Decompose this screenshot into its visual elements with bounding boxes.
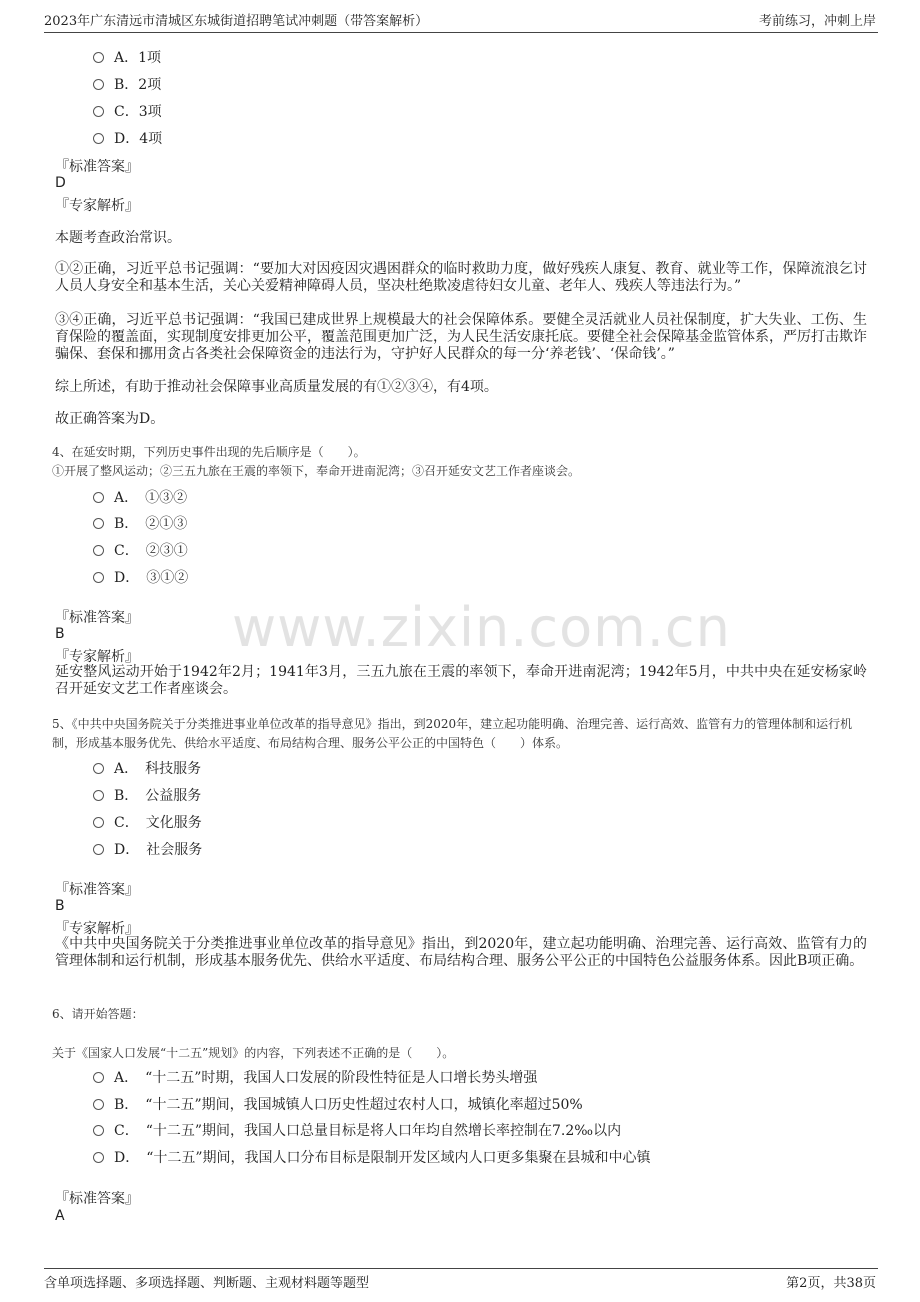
radio-icon[interactable] <box>93 844 104 855</box>
q3-answer-label: 『标准答案』 <box>55 159 139 175</box>
q4-option-d[interactable]: D． ③①② <box>93 567 188 587</box>
q3-analysis-label: 『专家解析』 <box>55 198 139 214</box>
q3-option-c[interactable]: C．3项 <box>93 101 162 121</box>
q6-answer: A <box>55 1208 65 1224</box>
radio-icon[interactable] <box>93 1152 104 1163</box>
radio-icon[interactable] <box>93 1125 104 1136</box>
q5-option-c[interactable]: C． 文化服务 <box>93 812 202 832</box>
q5-answer: B <box>55 898 65 914</box>
q5-analysis: 《中共中央国务院关于分类推进事业单位改革的指导意见》指出，到2020年，建立起功能明确、治理完善、运行高效、监管有力的管理体制和运行机制，形成基本服务优先、供给水平适度、布局结构合理、服务公平公正的中国特色公益服务体系。因此B项正确。 <box>55 936 867 969</box>
radio-icon[interactable] <box>93 1099 104 1110</box>
q6-question: 关于《国家人口发展“十二五”规划》的内容，下列表述不正确的是（ ）。 <box>52 1046 455 1060</box>
q6-prompt: 6、请开始答题： <box>52 1007 144 1021</box>
header-rule <box>44 32 878 33</box>
header-title: 2023年广东清远市清城区东城街道招聘笔试冲刺题（带答案解析） <box>44 14 429 29</box>
q5-analysis-label: 『专家解析』 <box>55 921 139 937</box>
q5-option-d[interactable]: D． 社会服务 <box>93 839 202 859</box>
q3-option-d[interactable]: D．4项 <box>93 128 162 148</box>
q6-option-a[interactable]: A． “十二五”时期，我国人口发展的阶段性特征是人口增长势头增强 <box>93 1067 537 1087</box>
header-slogan: 考前练习，冲刺上岸 <box>758 14 876 29</box>
radio-icon[interactable] <box>93 572 104 583</box>
q4-analysis: 延安整风运动开始于1942年2月；1941年3月，三五九旅在王震的率领下，奉命开进南泥湾；1942年5月，中共中央在延安杨家岭召开延安文艺工作者座谈会。 <box>55 664 867 697</box>
q3-analysis-p2: ①②正确，习近平总书记强调：“要加大对因疫因灾遇困群众的临时救助力度，做好残疾人康复、教育、就业等工作，保障流浪乞讨人员人身安全和基本生活，关心关爱精神障碍人员，坚决杜绝欺凌虐待妇女儿童、老年人、残疾人等违法行为。” <box>55 261 867 294</box>
q4-option-a[interactable]: A． ①③② <box>93 487 187 507</box>
page-number: 第2页，共38页 <box>786 1276 876 1291</box>
q3-option-b[interactable]: B．2项 <box>93 74 161 94</box>
q5-option-b[interactable]: B． 公益服务 <box>93 785 201 805</box>
radio-icon[interactable] <box>93 133 104 144</box>
radio-icon[interactable] <box>93 492 104 503</box>
q4-analysis-label: 『专家解析』 <box>55 649 139 665</box>
radio-icon[interactable] <box>93 52 104 63</box>
q4-question: 4、在延安时期，下列历史事件出现的先后顺序是（ ）。 <box>52 445 366 459</box>
radio-icon[interactable] <box>93 518 104 529</box>
q6-option-c[interactable]: C． “十二五”期间，我国人口总量目标是将人口年均自然增长率控制在7.2‰以内 <box>93 1120 621 1140</box>
q5-answer-label: 『标准答案』 <box>55 882 139 898</box>
q3-analysis-p5: 故正确答案为D。 <box>55 411 165 427</box>
q4-option-b[interactable]: B． ②①③ <box>93 513 187 533</box>
q3-analysis-p1: 本题考查政治常识。 <box>55 230 181 246</box>
radio-icon[interactable] <box>93 817 104 828</box>
q3-option-a[interactable]: A．1项 <box>93 47 161 67</box>
q3-answer: D <box>55 175 66 191</box>
q4-answer: B <box>55 626 65 642</box>
q4-option-c[interactable]: C． ②③① <box>93 540 188 560</box>
footer-note: 含单项选择题、多项选择题、判断题、主观材料题等题型 <box>44 1276 370 1291</box>
footer-rule <box>44 1268 878 1269</box>
q4-answer-label: 『标准答案』 <box>55 610 139 626</box>
radio-icon[interactable] <box>93 79 104 90</box>
q5-question: 5、《中共中央国务院关于分类推进事业单位改革的指导意见》指出，到2020年，建立起功能明确、治理完善、运行高效、监管有力的管理体制和运行机制，形成基本服务优先、供给水平适度、布局结构合理、服务公平公正的中国特色（ ）体系。 <box>52 717 853 750</box>
q6-option-d[interactable]: D． “十二五”期间，我国人口分布目标是限制开发区域内人口更多集聚在县城和中心镇 <box>93 1147 651 1167</box>
watermark: www.zixin.com.cn <box>232 596 731 659</box>
radio-icon[interactable] <box>93 106 104 117</box>
q3-analysis-p3: ③④正确，习近平总书记强调：“我国已建成世界上规模最大的社会保障体系。要健全灵活就业人员社保制度，扩大失业、工伤、生育保险的覆盖面，实现制度安排更加公平，覆盖范围更加广泛，为人民生活安康托底。要健全社会保障基金监管体系，严厉打击欺诈骗保、套保和挪用贪占各类社会保障资金的违法行为，守护好人民群众的每一分‘养老钱’、‘保命钱’。” <box>55 312 867 362</box>
q5-option-a[interactable]: A． 科技服务 <box>93 758 201 778</box>
q6-answer-label: 『标准答案』 <box>55 1191 139 1207</box>
q6-option-b[interactable]: B． “十二五”期间，我国城镇人口历史性超过农村人口，城镇化率超过50% <box>93 1094 583 1114</box>
radio-icon[interactable] <box>93 1072 104 1083</box>
q3-analysis-p4: 综上所述，有助于推动社会保障事业高质量发展的有①②③④，有4项。 <box>55 379 498 395</box>
radio-icon[interactable] <box>93 790 104 801</box>
radio-icon[interactable] <box>93 763 104 774</box>
radio-icon[interactable] <box>93 545 104 556</box>
q4-items: ①开展了整风运动；②三五九旅在王震的率领下，奉命开进南泥湾；③召开延安文艺工作者座谈会。 <box>52 464 581 478</box>
